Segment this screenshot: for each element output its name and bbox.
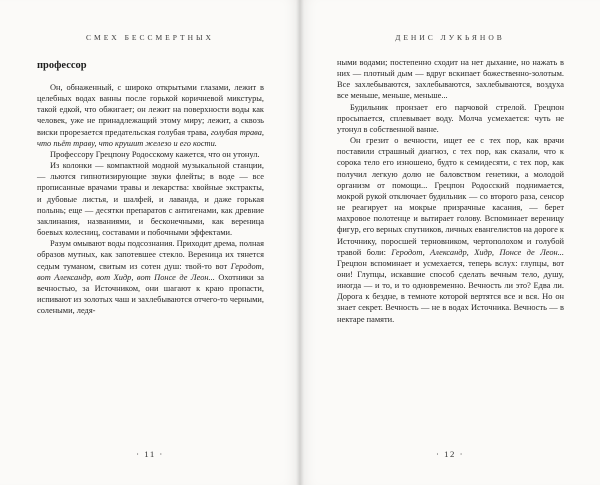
paragraph: ными водами; постепенно сходит на нет дыхание, но нажать в них — плотный дым — вдруг вскипает божественно-золотым. Все захлебываются, захлебываются, захлебываются, воздуха все меньше, меньше, меньше... <box>337 58 564 101</box>
left-running-head: СМЕХ БЕССМЕРТНЫХ <box>86 33 214 42</box>
paragraph: Разум омывают воды подсознания. Приходит дрема, полная образов мутных, как запотевшее стекло. Вереница их тянется седым туманом, свитым из сотен душ: твой-то вот Геродот, вот Александр, вот Хидр, вот Понсе де Леон... Охотники за вечностью, за Источником, они шагают к краю пропасти, испивают из золотых чаш и захлебываются отчего-то черными, солеными, ледя- <box>37 239 264 316</box>
left-page-number: · 11 · <box>136 449 164 459</box>
paragraph: Будильник пронзает его парчовой стрелой. Грецпон просыпается, сплевывает воду. Молча усмехается: чуть не утонул в собственной ванне. <box>337 102 564 134</box>
right-text-block <box>337 57 564 325</box>
right-page-number: · 12 · <box>435 449 465 459</box>
paragraph: Профессору Грецпону Родосскому кажется, что он утонул. <box>50 149 260 159</box>
left-text-block <box>37 82 264 316</box>
paragraph: Он, обнаженный, с широко открытыми глазами, лежит в целебных водах ванны после горькой коричневой микстуры, такой едкой, что обжигает; он лежит на поверхности воды как человек, уже не принадлежащий этому миру; лежит, а сквозь виски прорезается предательская голубая трава, голубая трава, что пьёт траву, что крушит железо и его кости. <box>37 83 264 148</box>
right-running-head: ДЕНИС ЛУКЬЯНОВ <box>395 33 505 42</box>
paragraph: Из колонки — компактной модной музыкальной станции, — льются гипнотизирующие звуки флейты; в воде — все прописанные врачами травы и лекарства: хвойные экстракты, и дубовые листья, и шалфей, и лаванда, и даже горькая полынь; еще — десятки препаратов с антигенами, как древние заклинания, названиями, и бесконечными, как вереница боевых колесниц, составами и побочными эффектами. <box>37 161 264 238</box>
paragraph: Он грезит о вечности, ищет ее с тех пор, как врачи поставили страшный диагноз, с тех пор, как сказали, что к сорока тело его изношено, будто к семидесяти, с тех пор, как получил легкую долю не баловством генетики, а молодой организм от помощи... Грецпон Родосский поднимается, мокрой рукой отключает будильник — со второго раза, сенсор не реагирует на мокрые призрачные касания, — берет махровое полотенце и вытирает голову. Вспоминает вереницу фигур, его верных спутников, личных евангелистов на дороге к Источнику, поросшей терновником, чертополохом и голубой травой боли: Геродот, Александр, Хидр, Понсе де Леон... Грецпон вспоминает и усмехается, теперь вслух: глупцы, вот они! Глупцы, искавшие способ сделать вечным тело, душу, иногда — и то, и то одновременно. Вечность ли это? Едва ли. Дорога к бездне, в темноте которой вертятся все и вся. Но он знает секрет. Вечность — не в водах Источника. Вечность — в нектаре памяти. <box>337 136 564 324</box>
right-page <box>300 0 600 485</box>
chapter-title: профессор <box>37 60 87 71</box>
